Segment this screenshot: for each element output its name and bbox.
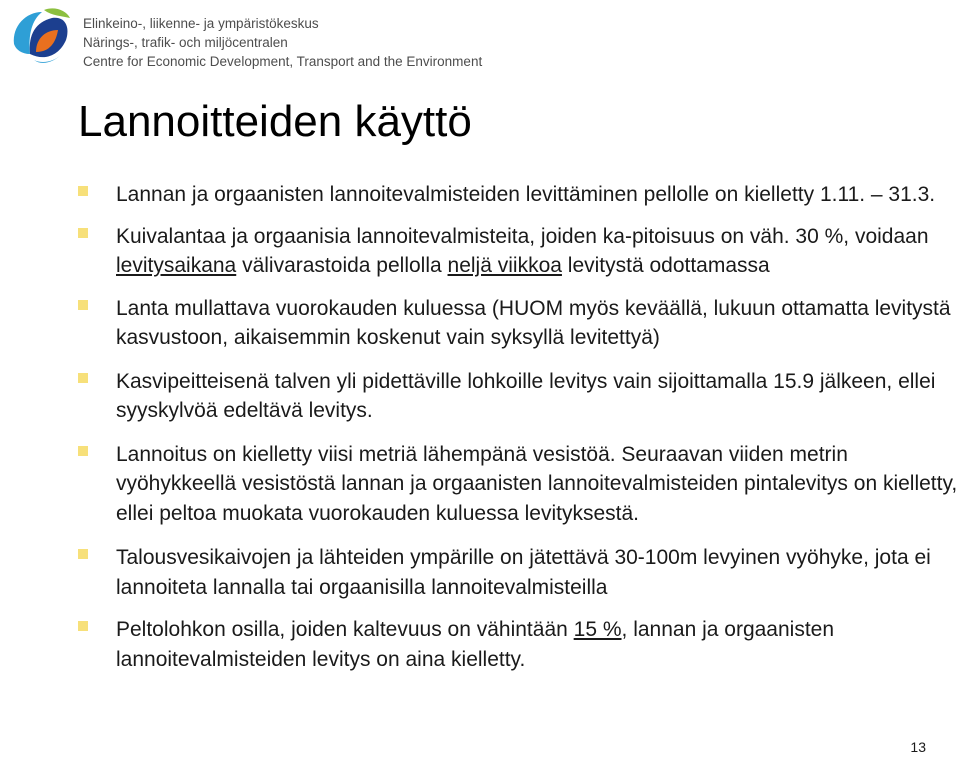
bullet-marker-icon: [78, 549, 88, 559]
bullet-text-part: välivarastoida pellolla: [236, 254, 448, 277]
header: [8, 4, 608, 74]
bullet-text-part: , lannan ja orgaanisten lannoitevalmisteiden levitys on aina kielletty.: [116, 618, 835, 671]
bullet-item: [78, 180, 958, 210]
bullet-item: [78, 367, 958, 426]
bullet-text: Lannoitus on kielletty viisi metriä lähempänä vesistöä. Seuraavan viiden metrin vyöhykkeellä vesistöstä lannan ja orgaanisten lannoitevalmisteiden pintalevitys on kielletty, ellei peltoa muokata vuorokauden kuluessa levityksestä.: [116, 442, 958, 525]
bullet-text: Lanta mullattava vuorokauden kuluessa (HUOM myös keväällä, lukuun ottamatta levitystä kasvustoon, aikaisemmin koskenut vain syksyllä levitettyä): [116, 296, 951, 349]
org-name-swedish: Närings-, trafik- och miljöcentralen: [83, 35, 288, 50]
bullet-item: [78, 615, 958, 674]
bullet-text-part: Peltolohkon osilla, joiden kaltevuus on vähintään: [116, 618, 574, 641]
bullet-marker-icon: [78, 446, 88, 456]
bullet-underlined-text: 15 %: [573, 618, 622, 641]
org-name-english: Centre for Economic Development, Transport and the Environment: [83, 54, 483, 69]
bullet-item: [78, 294, 958, 353]
bullet-item: [78, 543, 958, 602]
ely-centre-logo-icon: [8, 4, 74, 70]
page-number: 13: [910, 739, 926, 755]
bullet-marker-icon: [78, 186, 88, 196]
bullet-marker-icon: [78, 373, 88, 383]
organization-names: [83, 14, 482, 71]
page-title: Lannoitteiden käyttö: [78, 97, 472, 146]
bullet-text-part: levitystä odottamassa: [561, 254, 770, 277]
bullet-underlined-text: levitysaikana: [116, 254, 237, 277]
bullet-text: Talousvesikaivojen ja lähteiden ympärille on jätettävä 30-100m levyinen vyöhyke, jota ei lannoiteta lannalla tai orgaanisilla lannoitevalmisteilla: [116, 546, 931, 599]
bullet-item: [78, 222, 958, 281]
org-name-finnish: Elinkeino-, liikenne- ja ympäristökeskus: [83, 16, 319, 31]
bullet-underlined-text: neljä viikkoa: [447, 254, 562, 277]
bullet-text: Lannan ja orgaanisten lannoitevalmisteiden levittäminen pellolle on kielletty 1.11. – 31.3.: [116, 183, 936, 206]
bullet-text-part: Kuivalantaa ja orgaanisia lannoitevalmisteita, joiden ka-pitoisuus on väh. 30 %, voidaan: [116, 224, 929, 248]
bullet-marker-icon: [78, 621, 88, 631]
bullet-list: [78, 180, 958, 674]
bullet-marker-icon: [78, 300, 88, 310]
bullet-text: Kasvipeitteisenä talven yli pidettäville lohkoille levitys vain sijoittamalla 15.9 jälkeen, ellei syyskylvöä edeltävä levitys.: [116, 369, 936, 422]
bullet-marker-icon: [78, 228, 88, 238]
bullet-item: [78, 440, 958, 529]
